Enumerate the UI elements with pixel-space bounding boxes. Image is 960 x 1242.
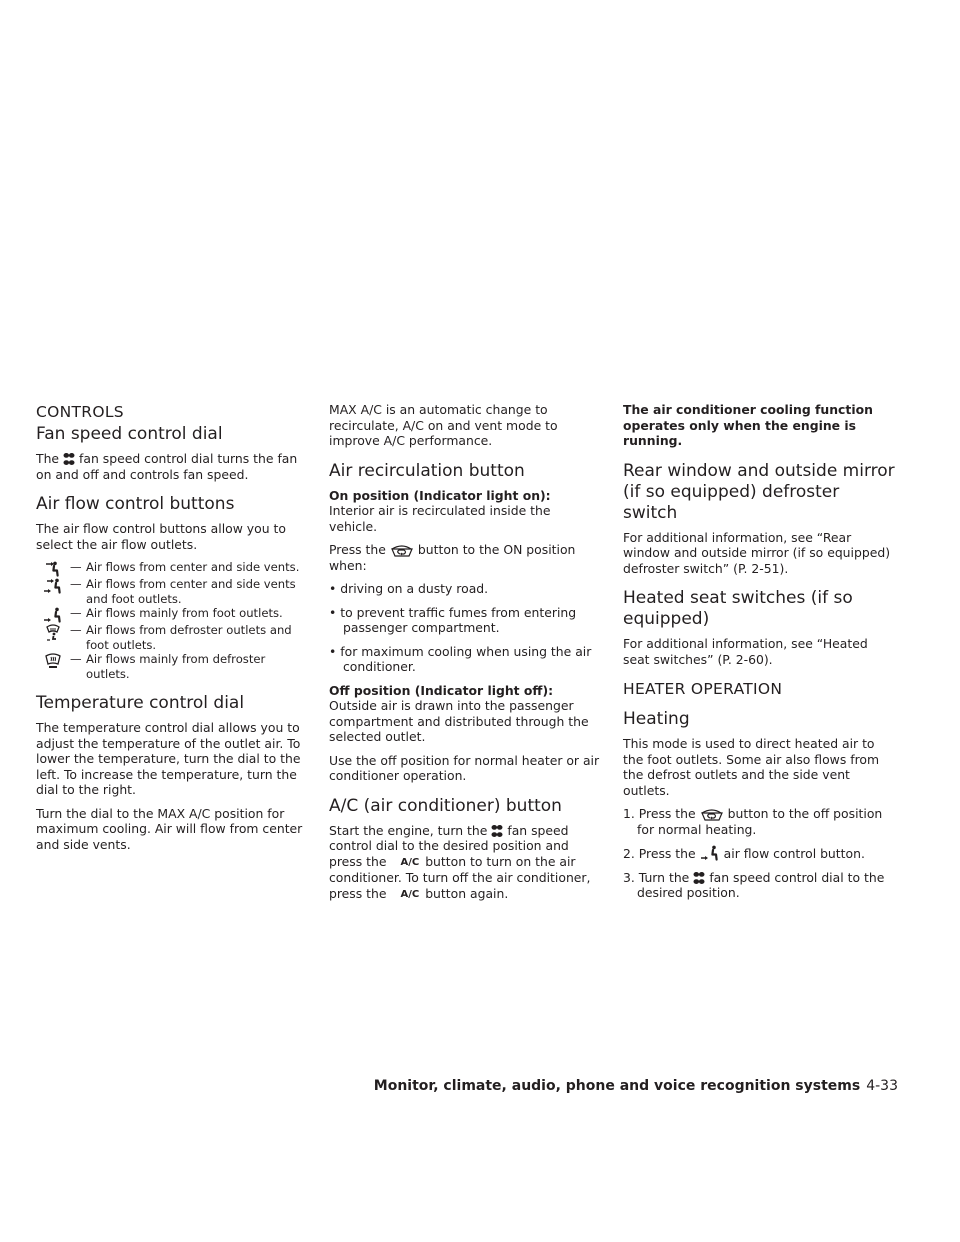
heated-seat-heading: Heated seat switches (if so equipped)	[623, 588, 853, 629]
airflow-item-text: Air flows mainly from defroster outlets.	[86, 652, 266, 681]
step1-post: button to the off position for normal heating.	[637, 806, 883, 837]
airflow-item-text: Air flows from center and side vents.	[86, 560, 300, 574]
airflow-item-text: Air flows from defroster outlets and foot outlets.	[86, 623, 292, 652]
off-position-paragraph: Outside air is drawn into the passenger compartment and distributed through the selected outlet.	[329, 698, 589, 744]
dash: —	[70, 606, 82, 620]
rear-defroster-paragraph: For additional information, see “Rear window and outside mirror (if so equipped) defroster switch” (P. 2-51).	[623, 529, 891, 576]
list-item	[623, 845, 895, 862]
ac-note: The air conditioner cooling function operates only when the engine is running.	[623, 402, 873, 448]
list-item	[36, 560, 308, 577]
fan-icon	[693, 871, 705, 885]
page-number: 4-33	[866, 1078, 898, 1094]
off-position-paragraph-2: Use the off position for normal heater or air conditioner operation.	[329, 752, 600, 783]
recirculation-icon	[700, 809, 724, 821]
vent-face-icon	[45, 561, 61, 577]
step3-pre: 3. Turn the	[623, 869, 690, 885]
column-1	[36, 402, 308, 860]
step2-pre: 2. Press the	[623, 846, 696, 861]
vent-foot-defrost-icon	[45, 624, 61, 642]
heating-paragraph: This mode is used to direct heated air to the foot outlets. Some air also flows from the defrost outlets and the side vent outlets.	[623, 736, 880, 798]
max-ac-paragraph: MAX A/C is an automatic change to recirculate, A/C on and vent mode to improve A/C performance.	[329, 402, 558, 448]
ac-paragraph	[329, 823, 601, 903]
temperature-heading: Temperature control dial	[36, 693, 245, 713]
dash: —	[70, 652, 82, 666]
dash: —	[70, 577, 82, 591]
list-item: • to prevent traffic fumes from entering passenger compartment.	[329, 604, 577, 635]
list-item	[623, 806, 895, 837]
press-pre-text: Press the	[329, 542, 386, 557]
fan-post-text: fan speed control dial turns the fan on and off and controls fan speed.	[36, 451, 298, 482]
fan-icon	[491, 824, 503, 838]
recirculation-heading: Air recirculation button	[329, 460, 525, 481]
airflow-item-text: Air flows mainly from foot outlets.	[86, 606, 283, 620]
controls-heading: CONTROLS	[36, 403, 124, 421]
list-item	[36, 652, 308, 681]
list-item	[623, 870, 895, 901]
list-item: • driving on a dusty road.	[329, 581, 489, 596]
step3-post: fan speed control dial to the desired position.	[637, 869, 885, 900]
ac-text-3: button to turn on the air conditioner. To turn off the air conditioner, press the	[329, 853, 591, 901]
step2-post: air flow control button.	[723, 846, 865, 861]
dash: —	[70, 560, 82, 574]
heater-operation-heading: HEATER OPERATION	[623, 680, 783, 698]
rear-defroster-heading: Rear window and outside mirror (if so equipped) defroster switch	[623, 460, 895, 523]
front-defrost-icon	[45, 653, 61, 669]
ac-text-1: Start the engine, turn the	[329, 822, 488, 838]
recirculation-icon	[390, 545, 414, 557]
heated-seat-paragraph: For additional information, see “Heated seat switches” (P. 2-60).	[623, 636, 868, 667]
fan-speed-heading: Fan speed control dial	[36, 424, 223, 444]
on-position-heading: On position (Indicator light on):	[329, 487, 551, 503]
list-item	[36, 577, 308, 606]
press-post-text: button to the ON position when:	[329, 542, 576, 573]
fan-icon	[63, 452, 75, 466]
list-item: • for maximum cooling when using the air conditioner.	[329, 643, 592, 674]
fan-speed-paragraph	[36, 451, 308, 482]
airflow-intro: The air flow control buttons allow you to select the air flow outlets.	[36, 521, 286, 552]
temperature-paragraph-2: Turn the dial to the MAX A/C position for maximum cooling. Air will flow from center and side vents.	[36, 805, 303, 852]
ac-text-2: fan speed control dial to the desired position and press the	[329, 822, 569, 869]
airflow-list	[36, 560, 308, 681]
off-position-heading: Off position (Indicator light off):	[329, 682, 554, 698]
fan-pre-text: The	[36, 451, 60, 466]
airflow-heading: Air flow control buttons	[36, 494, 235, 514]
dash: —	[70, 623, 82, 637]
step1-pre: 1. Press the	[623, 806, 696, 821]
section-title: Monitor, climate, audio, phone and voice recognition systems	[373, 1078, 861, 1094]
temperature-paragraph-1: The temperature control dial allows you to adjust the temperature of the outlet air. To lower the temperature, turn the dial to the left. To increase the temperature, turn the dial to the right.	[36, 720, 301, 797]
page-footer	[374, 1078, 898, 1094]
airflow-item-text: Air flows from center and side vents and foot outlets.	[86, 577, 296, 606]
column-3	[623, 402, 895, 909]
heating-heading: Heating	[623, 709, 690, 729]
list-item	[36, 606, 308, 623]
ac-icon: A/C	[400, 888, 420, 900]
on-position-paragraph: Interior air is recirculated inside the vehicle.	[329, 503, 551, 534]
press-recirc-paragraph	[329, 542, 601, 573]
vent-foot-icon	[43, 607, 63, 623]
vent-bilevel-icon	[43, 578, 63, 594]
ac-icon: A/C	[400, 856, 420, 868]
ac-text-4: button again.	[425, 885, 509, 901]
ac-heading: A/C (air conditioner) button	[329, 795, 562, 816]
column-2	[329, 402, 601, 910]
vent-foot-icon	[700, 845, 720, 861]
list-item	[36, 623, 308, 652]
